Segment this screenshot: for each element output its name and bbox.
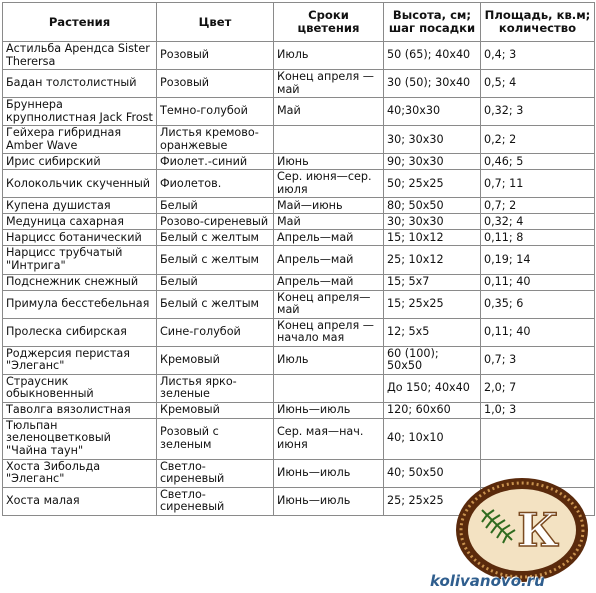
cell-bloom: Сер. июня—сер. июля xyxy=(274,170,384,198)
cell-area: 0,5; 4 xyxy=(481,70,595,98)
table-row xyxy=(3,402,595,418)
cell-color: Кремовый xyxy=(157,402,274,418)
header-plant: Растения xyxy=(3,3,157,42)
cell-area: 0,32; 4 xyxy=(481,214,595,230)
cell-color: Листья кремово-оранжевые xyxy=(157,126,274,154)
table-row xyxy=(3,154,595,170)
cell-bloom xyxy=(274,126,384,154)
cell-plant: Колокольчик скученный xyxy=(3,170,157,198)
cell-height: 90; 30x30 xyxy=(384,154,481,170)
cell-bloom: Конец апреля—май xyxy=(274,290,384,318)
cell-bloom: Апрель—май xyxy=(274,274,384,290)
header-bloom-period: Сроки цветения xyxy=(274,3,384,42)
cell-color: Белый с желтым xyxy=(157,246,274,274)
cell-height: 80; 50x50 xyxy=(384,198,481,214)
cell-bloom: Июнь xyxy=(274,154,384,170)
cell-color: Кремовый xyxy=(157,346,274,374)
cell-plant: Тюльпан зеленоцветковый "Чайна таун" xyxy=(3,418,157,459)
cell-plant: Бадан толстолистный xyxy=(3,70,157,98)
cell-bloom: Июнь—июль xyxy=(274,459,384,487)
table-row xyxy=(3,246,595,274)
header-area-count: Площадь, кв.м; количество xyxy=(481,3,595,42)
table-row xyxy=(3,214,595,230)
cell-color: Белый xyxy=(157,274,274,290)
table-row xyxy=(3,418,595,459)
cell-bloom: Конец апреля —начало мая xyxy=(274,318,384,346)
cell-height: 30; 30x30 xyxy=(384,126,481,154)
plants-table xyxy=(2,2,595,516)
cell-bloom: Июнь—июль xyxy=(274,402,384,418)
cell-color: Листья ярко-зеленые xyxy=(157,374,274,402)
cell-plant: Купена душистая xyxy=(3,198,157,214)
cell-area: 0,11; 40 xyxy=(481,274,595,290)
table-row xyxy=(3,290,595,318)
cell-color: Темно-голубой xyxy=(157,98,274,126)
cell-plant: Роджерсия перистая "Элеганс" xyxy=(3,346,157,374)
cell-plant: Хоста Зибольда "Элеганс" xyxy=(3,459,157,487)
cell-height: 40; 50x50 xyxy=(384,459,481,487)
cell-bloom xyxy=(274,374,384,402)
cell-color: Розово-сиреневый xyxy=(157,214,274,230)
table-row xyxy=(3,230,595,246)
cell-bloom: Июнь—июль xyxy=(274,487,384,515)
cell-color: Светло-сиреневый xyxy=(157,487,274,515)
table-row xyxy=(3,42,595,70)
cell-height: 40;30x30 xyxy=(384,98,481,126)
table-row xyxy=(3,318,595,346)
table-row xyxy=(3,98,595,126)
cell-bloom: Июль xyxy=(274,42,384,70)
cell-plant: Нарцисс ботанический xyxy=(3,230,157,246)
cell-area: 0,4; 3 xyxy=(481,42,595,70)
cell-color: Розовый xyxy=(157,42,274,70)
cell-plant: Хоста малая xyxy=(3,487,157,515)
table-row xyxy=(3,198,595,214)
cell-plant: Бруннера крупнолистная Jack Frost xyxy=(3,98,157,126)
cell-bloom: Май—июнь xyxy=(274,198,384,214)
cell-color: Белый xyxy=(157,198,274,214)
header-color: Цвет xyxy=(157,3,274,42)
cell-bloom: Конец апреля — май xyxy=(274,70,384,98)
cell-area: 0,46; 5 xyxy=(481,154,595,170)
cell-area: 0,7; 2 xyxy=(481,198,595,214)
cell-area: 0,7; 3 xyxy=(481,346,595,374)
cell-bloom: Май xyxy=(274,214,384,230)
table-row xyxy=(3,70,595,98)
table-row xyxy=(3,346,595,374)
cell-area: 2,0; 7 xyxy=(481,374,595,402)
cell-plant: Подснежник снежный xyxy=(3,274,157,290)
cell-plant: Медуница сахарная xyxy=(3,214,157,230)
cell-height: 15; 25x25 xyxy=(384,290,481,318)
cell-area: 0,35; 6 xyxy=(481,290,595,318)
cell-height: 120; 60x60 xyxy=(384,402,481,418)
site-watermark: kolivanovo.ru xyxy=(430,572,545,590)
logo-letter: К xyxy=(517,503,559,557)
cell-area: 0,19; 14 xyxy=(481,246,595,274)
cell-color: Белый с желтым xyxy=(157,230,274,246)
cell-height: 60 (100); 50x50 xyxy=(384,346,481,374)
cell-plant: Астильба Арендса Sister Therersa xyxy=(3,42,157,70)
header-height-spacing: Высота, см; шаг посадки xyxy=(384,3,481,42)
cell-color: Розовый с зеленым xyxy=(157,418,274,459)
cell-height: 15; 5x7 xyxy=(384,274,481,290)
table-row xyxy=(3,126,595,154)
cell-height: 50 (65); 40x40 xyxy=(384,42,481,70)
cell-color: Сине-голубой xyxy=(157,318,274,346)
cell-height: 40; 10x10 xyxy=(384,418,481,459)
cell-plant: Нарцисс трубчатый "Интрига" xyxy=(3,246,157,274)
cell-bloom: Апрель—май xyxy=(274,230,384,246)
cell-area: 0,11; 8 xyxy=(481,230,595,246)
cell-plant: Примула бесстебельная xyxy=(3,290,157,318)
cell-height: 12; 5x5 xyxy=(384,318,481,346)
cell-plant: Пролеска сибирская xyxy=(3,318,157,346)
cell-area: 0,32; 3 xyxy=(481,98,595,126)
cell-height: 15; 10x12 xyxy=(384,230,481,246)
cell-bloom: Июль xyxy=(274,346,384,374)
cell-plant: Ирис сибирский xyxy=(3,154,157,170)
table-row xyxy=(3,274,595,290)
header-row xyxy=(3,3,595,42)
cell-color: Фиолет.-синий xyxy=(157,154,274,170)
cell-color: Светло-сиреневый xyxy=(157,459,274,487)
cell-height: 25; 10x12 xyxy=(384,246,481,274)
cell-color: Розовый xyxy=(157,70,274,98)
cell-height: 30; 30x30 xyxy=(384,214,481,230)
cell-bloom: Апрель—май xyxy=(274,246,384,274)
cell-bloom: Май xyxy=(274,98,384,126)
cell-bloom: Сер. мая—нач. июня xyxy=(274,418,384,459)
cell-plant: Таволга вязолистная xyxy=(3,402,157,418)
cell-height: До 150; 40x40 xyxy=(384,374,481,402)
cell-area: 0,2; 2 xyxy=(481,126,595,154)
cell-height: 30 (50); 30x40 xyxy=(384,70,481,98)
cell-height: 50; 25x25 xyxy=(384,170,481,198)
cell-color: Белый с желтым xyxy=(157,290,274,318)
cell-area: 1,0; 3 xyxy=(481,402,595,418)
cell-height: 25; 25x25 xyxy=(384,487,481,515)
cell-area: 0,11; 40 xyxy=(481,318,595,346)
table-row xyxy=(3,170,595,198)
cell-area xyxy=(481,418,595,459)
cell-plant: Страусник обыкновенный xyxy=(3,374,157,402)
cell-area: 0,7; 11 xyxy=(481,170,595,198)
cell-color: Фиолетов. xyxy=(157,170,274,198)
table-row xyxy=(3,374,595,402)
cell-plant: Гейхера гибридная Amber Wave xyxy=(3,126,157,154)
